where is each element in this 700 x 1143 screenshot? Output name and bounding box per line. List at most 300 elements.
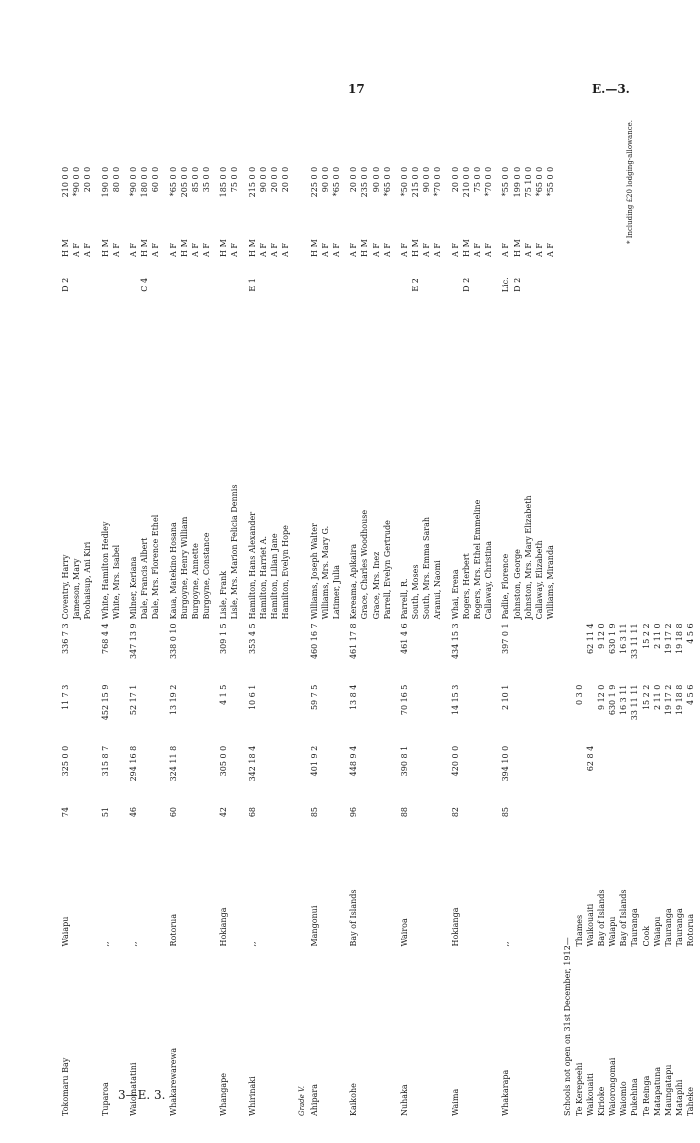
teacher-salary: 60 0 0 <box>151 166 161 193</box>
attendance <box>663 805 674 850</box>
remarks <box>331 120 342 165</box>
teacher-classification <box>190 259 201 311</box>
school-name <box>280 949 291 1118</box>
amount-other <box>545 683 556 744</box>
amount-total: 9 12 0 <box>596 623 606 649</box>
school-name: Waiomio <box>619 1081 629 1116</box>
teacher-classification: Lic. <box>501 277 511 293</box>
teacher-salary: 20 0 0 <box>349 166 359 193</box>
attendance <box>320 805 331 850</box>
amount-other <box>280 683 291 744</box>
amount-total: 338 0 10 <box>168 623 178 660</box>
amount-total: 768 4 4 <box>100 623 110 654</box>
amount-salaries <box>258 744 269 805</box>
attendance <box>607 805 618 850</box>
attendance <box>545 805 556 850</box>
teacher-position: A F <box>331 243 341 257</box>
grade-heading-row <box>297 120 308 1118</box>
teacher-salary: 90 0 0 <box>320 166 330 193</box>
amount-total: 19 17 2 <box>664 623 673 654</box>
county-name <box>331 850 342 949</box>
teacher-classification <box>309 259 320 311</box>
amount-salaries: 62 8 4 <box>585 745 595 772</box>
table-row <box>685 120 696 1118</box>
school-name: Waiorongomai <box>608 1057 618 1116</box>
teacher-classification <box>596 259 607 311</box>
amount-total <box>523 621 534 682</box>
teacher-classification <box>111 259 122 311</box>
table-row <box>674 120 685 1118</box>
amount-salaries <box>82 744 93 805</box>
attendance <box>179 805 190 850</box>
teacher-salary: 20 0 0 <box>270 166 279 193</box>
attendance: 82 <box>450 806 460 818</box>
teacher-name: Johnston, Mrs. Mary Elizabeth <box>523 495 533 620</box>
amount-other <box>461 683 472 744</box>
amount-total: 15 2 2 <box>641 623 651 649</box>
amount-salaries <box>382 744 393 805</box>
teacher-salary: 225 0 0 <box>309 166 319 198</box>
table-row <box>100 120 111 1118</box>
school-name <box>179 949 190 1118</box>
amount-salaries <box>574 744 585 805</box>
school-name: Whangape <box>219 1072 229 1116</box>
teacher-name: Hamilton, Lilian Jane <box>270 533 279 620</box>
teacher-position: A F <box>202 243 212 257</box>
teacher-name <box>618 311 629 622</box>
remarks <box>179 120 190 165</box>
amount-other: 52 17 1 <box>128 684 138 716</box>
teacher-salary: 205 0 0 <box>179 166 189 198</box>
attendance <box>674 805 685 850</box>
teacher-position: A F <box>371 243 381 257</box>
amount-salaries <box>320 744 331 805</box>
table-row <box>331 120 342 1118</box>
amount-salaries <box>629 744 640 805</box>
school-name <box>461 949 472 1118</box>
teacher-classification: D 2 <box>461 277 471 292</box>
remarks <box>150 120 161 165</box>
amount-other: 2 11 0 <box>652 684 662 711</box>
teacher-salary: 90 0 0 <box>422 166 432 193</box>
teacher-classification <box>399 259 410 311</box>
amount-other: 9 12 0 <box>596 684 606 711</box>
school-name <box>190 949 201 1118</box>
remarks <box>320 120 331 165</box>
amount-salaries <box>229 744 240 805</box>
teacher-position: H M <box>219 239 229 257</box>
school-name <box>410 949 421 1118</box>
attendance: 60 <box>168 806 178 818</box>
teacher-classification <box>71 259 82 311</box>
school-name: Maungatapu <box>664 1064 673 1116</box>
table-row <box>432 120 443 1118</box>
table-row <box>483 120 494 1118</box>
remarks <box>168 120 179 165</box>
county-name: Bay of Islands <box>596 889 606 947</box>
teacher-salary: *70 0 0 <box>484 166 494 197</box>
amount-salaries <box>472 744 483 805</box>
remarks <box>201 120 212 165</box>
remarks <box>348 120 359 165</box>
teacher-classification: D 2 <box>61 277 70 292</box>
table-row <box>461 120 472 1118</box>
teacher-position: A F <box>111 243 121 257</box>
teacher-classification <box>320 259 331 311</box>
amount-salaries <box>596 744 607 805</box>
attendance <box>618 805 629 850</box>
teacher-name: Hamilton, Harriet A. <box>258 535 268 620</box>
teacher-position: H M <box>360 239 370 257</box>
county-name: ,, <box>100 941 110 947</box>
amount-other <box>410 683 421 744</box>
teacher-name <box>641 311 652 622</box>
amount-total <box>382 621 393 682</box>
teacher-salary: 215 0 0 <box>411 166 421 198</box>
teacher-name <box>652 311 663 622</box>
teacher-classification <box>523 259 534 311</box>
remarks <box>652 120 663 165</box>
attendance: 42 <box>219 806 229 818</box>
amount-other: 11 7 3 <box>61 684 70 711</box>
school-name: Tokomaru Bay <box>61 1057 70 1116</box>
amount-total <box>71 621 82 682</box>
county-name <box>432 850 443 949</box>
school-name <box>201 949 212 1118</box>
teacher-classification <box>421 259 432 311</box>
table-row <box>179 120 190 1118</box>
amount-total <box>82 621 93 682</box>
amount-salaries: 325 0 0 <box>61 745 70 777</box>
amount-other <box>512 683 523 744</box>
amount-salaries <box>179 744 190 805</box>
teacher-name <box>663 311 674 622</box>
school-name <box>371 949 382 1118</box>
amount-other <box>150 683 161 744</box>
amount-other: 33 11 11 <box>630 684 640 721</box>
school-name: Waima <box>450 1088 460 1116</box>
amount-other <box>139 683 150 744</box>
teacher-salary: 20 0 0 <box>83 166 93 193</box>
attendance <box>483 805 494 850</box>
remarks <box>421 120 432 165</box>
county-name: Wairoa <box>399 918 409 947</box>
county-name: Waiapu <box>652 916 662 947</box>
amount-total <box>371 621 382 682</box>
amount-other <box>111 683 122 744</box>
amount-total: 461 17 8 <box>349 623 359 660</box>
schools-table <box>60 120 697 1118</box>
footnote: * Including £20 lodging-allowance. <box>626 120 634 245</box>
teacher-salary: *90 0 0 <box>128 166 138 197</box>
attendance <box>371 805 382 850</box>
county-name <box>320 850 331 949</box>
amount-other: 452 15 9 <box>100 684 110 721</box>
amount-other <box>382 683 393 744</box>
amount-other <box>320 683 331 744</box>
teacher-name: Rogers, Herbert <box>461 553 471 620</box>
table-row <box>190 120 201 1118</box>
remarks <box>685 120 696 165</box>
remarks <box>663 120 674 165</box>
teacher-position: A F <box>349 243 359 257</box>
county-name <box>534 850 545 949</box>
school-name <box>483 949 494 1118</box>
attendance <box>258 805 269 850</box>
school-name: Matapihi <box>675 1079 685 1116</box>
teacher-salary: *65 0 0 <box>331 166 341 197</box>
amount-total: 434 15 3 <box>450 623 460 660</box>
teacher-position: H M <box>61 239 70 257</box>
amount-other: 0 3 0 <box>574 684 584 705</box>
teacher-position: A F <box>399 243 409 257</box>
county-name <box>359 850 370 949</box>
school-name <box>512 949 523 1118</box>
teacher-name: Coventry, Harry <box>61 554 70 620</box>
amount-total: 62 11 4 <box>585 623 595 654</box>
amount-salaries <box>523 744 534 805</box>
teacher-salary: 180 0 0 <box>140 166 150 198</box>
amount-other: 2 10 1 <box>501 684 511 711</box>
school-name <box>139 949 150 1118</box>
school-name: Taheke <box>686 1087 696 1116</box>
amount-salaries <box>331 744 342 805</box>
teacher-position: A F <box>433 243 443 257</box>
remarks <box>545 120 556 165</box>
attendance <box>139 805 150 850</box>
amount-other <box>483 683 494 744</box>
teacher-classification: E 2 <box>411 278 421 292</box>
amount-total <box>229 621 240 682</box>
table-row <box>574 120 585 1118</box>
remarks <box>641 120 652 165</box>
school-name: Whakarapa <box>501 1069 511 1116</box>
attendance <box>269 805 280 850</box>
amount-salaries <box>280 744 291 805</box>
amount-total <box>410 621 421 682</box>
teacher-salary <box>585 165 596 214</box>
attendance <box>410 805 421 850</box>
county-name: ,, <box>247 941 257 947</box>
amount-other <box>359 683 370 744</box>
amount-total: 397 0 1 <box>501 623 511 654</box>
amount-salaries: 401 9 2 <box>309 745 319 777</box>
county-name <box>410 850 421 949</box>
attendance <box>359 805 370 850</box>
attendance <box>190 805 201 850</box>
attendance <box>331 805 342 850</box>
county-name <box>280 850 291 949</box>
table-row <box>168 120 179 1118</box>
grade-heading: Grade V. <box>298 1085 307 1116</box>
teacher-position <box>652 214 663 259</box>
teacher-classification <box>359 259 370 311</box>
teacher-classification <box>82 259 93 311</box>
county-name <box>82 850 93 949</box>
teacher-salary: 20 0 0 <box>450 166 460 193</box>
attendance: 68 <box>247 806 257 818</box>
amount-salaries <box>190 744 201 805</box>
school-name <box>545 949 556 1118</box>
amount-total: 16 3 11 <box>619 623 629 654</box>
county-name: Rotorua <box>686 913 696 947</box>
teacher-position <box>574 214 585 259</box>
remarks <box>218 120 229 165</box>
amount-other <box>523 683 534 744</box>
teacher-position: H M <box>411 239 421 257</box>
remarks <box>309 120 320 165</box>
teacher-salary: *55 0 0 <box>501 166 511 197</box>
teacher-salary <box>674 165 685 214</box>
table-row <box>523 120 534 1118</box>
county-name <box>545 850 556 949</box>
teacher-classification: E 1 <box>247 278 257 292</box>
teacher-salary <box>685 165 696 214</box>
amount-salaries <box>685 744 696 805</box>
attendance: 85 <box>501 806 511 818</box>
remarks <box>371 120 382 165</box>
school-name: Kirioke <box>596 1086 606 1116</box>
school-name: Whakarewarewa <box>168 1047 178 1116</box>
table-row <box>348 120 359 1118</box>
remarks <box>585 120 596 165</box>
teacher-position: A F <box>501 243 511 257</box>
teacher-name: Johnston, George <box>512 549 522 620</box>
table-row <box>309 120 320 1118</box>
remarks <box>534 120 545 165</box>
table-row <box>269 120 280 1118</box>
teacher-name: White, Mrs. Isabel <box>111 544 121 620</box>
county-name <box>258 850 269 949</box>
remarks <box>483 120 494 165</box>
teacher-position: H M <box>309 239 319 257</box>
teacher-salary: 210 0 0 <box>61 166 70 198</box>
teacher-position: A F <box>190 243 200 257</box>
teacher-position: A F <box>534 243 544 257</box>
amount-other: 10 6 1 <box>247 684 257 711</box>
county-name: Hokianga <box>219 907 229 947</box>
amount-total: 461 4 6 <box>399 623 409 654</box>
table-row <box>128 120 139 1118</box>
teacher-salary: 199 0 0 <box>512 166 522 198</box>
remarks <box>574 120 585 165</box>
attendance: 46 <box>128 806 138 818</box>
amount-salaries: 390 8 1 <box>399 745 409 777</box>
amount-salaries <box>674 744 685 805</box>
table-row <box>229 120 240 1118</box>
teacher-name: Rogers, Mrs. Ethel Emmeline <box>473 499 482 620</box>
county-name <box>150 850 161 949</box>
school-name: Tuparoa <box>100 1082 110 1116</box>
school-name: Whirinaki <box>247 1076 257 1116</box>
school-name: Waiomatatini <box>128 1062 138 1116</box>
attendance: 85 <box>309 806 319 818</box>
teacher-name: Dale, Mrs. Florence Ethel <box>151 514 161 620</box>
school-name: Kaikohe <box>349 1083 359 1116</box>
teacher-name: Hamilton, Evelyn Hope <box>281 525 291 620</box>
attendance <box>432 805 443 850</box>
teacher-classification <box>150 259 161 311</box>
teacher-classification <box>218 259 229 311</box>
teacher-classification <box>201 259 212 311</box>
school-name: Te Reinga <box>641 1075 651 1116</box>
table-row <box>247 120 258 1118</box>
remarks <box>60 120 71 165</box>
amount-other <box>534 683 545 744</box>
remarks <box>71 120 82 165</box>
teacher-classification <box>280 259 291 311</box>
remarks <box>82 120 93 165</box>
teacher-classification <box>483 259 494 311</box>
teacher-name: Kaua, Matekino Hosana <box>168 522 178 620</box>
county-name: Bay of Islands <box>619 889 629 947</box>
teacher-salary: *65 0 0 <box>168 166 178 197</box>
teacher-salary: 185 0 0 <box>219 166 229 198</box>
teacher-name <box>607 311 618 622</box>
teacher-position <box>663 214 674 259</box>
teacher-classification <box>269 259 280 311</box>
teacher-classification <box>629 259 640 311</box>
teacher-classification <box>128 259 139 311</box>
remarks <box>100 120 111 165</box>
county-name <box>371 850 382 949</box>
teacher-classification <box>432 259 443 311</box>
amount-salaries <box>359 744 370 805</box>
teacher-salary <box>607 165 618 214</box>
table-row <box>280 120 291 1118</box>
teacher-position <box>685 214 696 259</box>
amount-salaries: 294 16 8 <box>128 745 138 782</box>
amount-salaries <box>607 744 618 805</box>
amount-other: 70 16 5 <box>399 684 409 716</box>
table-row <box>450 120 461 1118</box>
teacher-name: Padlie, Florence <box>501 553 511 620</box>
amount-total <box>111 621 122 682</box>
teacher-salary: *65 0 0 <box>382 166 392 197</box>
teacher-salary: 210 0 0 <box>461 166 471 198</box>
amount-salaries: 420 0 0 <box>450 745 460 777</box>
teacher-name: Callaway, Christina <box>484 541 494 620</box>
remarks <box>607 120 618 165</box>
teacher-classification <box>674 259 685 311</box>
attendance <box>461 805 472 850</box>
remarks <box>450 120 461 165</box>
table-row <box>421 120 432 1118</box>
school-name <box>359 949 370 1118</box>
teacher-position: H M <box>179 239 189 257</box>
school-name <box>523 949 534 1118</box>
teacher-position: H M <box>512 239 522 257</box>
county-name <box>229 850 240 949</box>
table-row <box>218 120 229 1118</box>
amount-salaries: 305 0 0 <box>219 745 229 777</box>
amount-total: 630 1 9 <box>608 623 618 654</box>
remarks <box>523 120 534 165</box>
table-row <box>629 120 640 1118</box>
teacher-name: Burgoyne, Annette <box>190 543 200 620</box>
county-name: Waiapu <box>61 916 70 947</box>
teacher-salary <box>663 165 674 214</box>
teacher-position <box>607 214 618 259</box>
amount-other <box>190 683 201 744</box>
attendance <box>652 805 663 850</box>
school-name <box>432 949 443 1118</box>
school-name <box>150 949 161 1118</box>
remarks <box>258 120 269 165</box>
school-name <box>534 949 545 1118</box>
teacher-classification <box>258 259 269 311</box>
amount-salaries <box>71 744 82 805</box>
